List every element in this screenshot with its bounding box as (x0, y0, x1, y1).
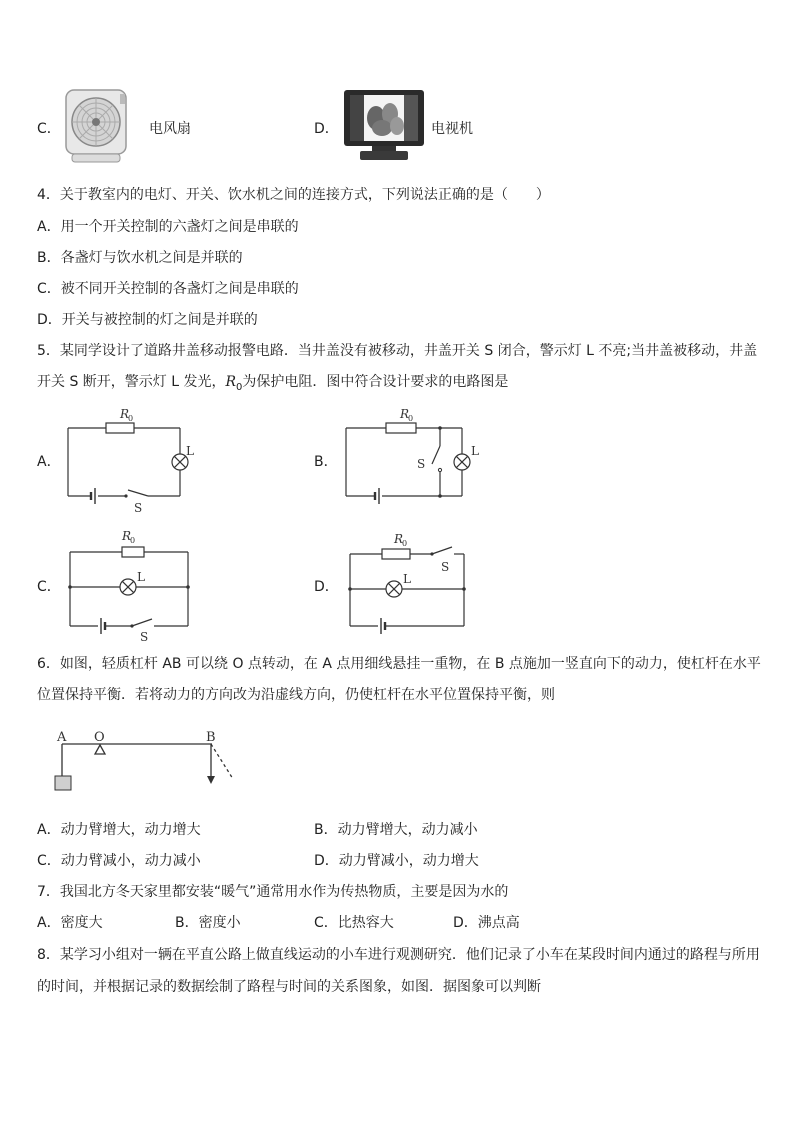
svg-text:0: 0 (130, 536, 136, 545)
svg-text:R: R (120, 407, 130, 421)
svg-text:L: L (186, 444, 194, 458)
svg-text:0: 0 (402, 539, 408, 548)
q4-option-d: D．开关与被控制的灯之间是并联的 (37, 312, 258, 328)
circuit-c-label: C． (37, 579, 61, 595)
svg-text:S: S (441, 560, 450, 574)
q4-option-b: B．各盏灯与饮水机之间是并联的 (37, 250, 243, 266)
q4-stem: 4．关于教室内的电灯、开关、饮水机之间的连接方式，下列说法正确的是（ ） (37, 187, 550, 203)
q3-option-d-label: 电视机 (431, 121, 473, 137)
lever-diagram (50, 724, 250, 796)
q6-option-c: C．动力臂减小，动力减小 (37, 853, 201, 869)
q6-option-b: B．动力臂增大，动力减小 (314, 822, 478, 838)
q3-option-c-letter: C． (37, 121, 61, 137)
q6-option-a: A．动力臂增大，动力增大 (37, 822, 201, 838)
svg-text:A: A (57, 730, 67, 745)
q7-option-d: D．沸点高 (453, 915, 520, 931)
svg-text:S: S (140, 630, 149, 644)
q3-option-c-label: 电风扇 (149, 121, 191, 137)
q6-stem-line2: 位置保持平衡．若将动力的方向改为沿虚线方向，仍使杠杆在水平位置保持平衡，则 (37, 687, 555, 703)
svg-text:S: S (134, 501, 143, 515)
circuit-b-diagram (338, 402, 488, 517)
svg-text:R: R (122, 529, 132, 543)
q3-option-d-letter: D． (314, 121, 339, 137)
svg-text:L: L (403, 572, 411, 586)
q4-option-a: A．用一个开关控制的六盏灯之间是串联的 (37, 219, 299, 235)
svg-text:0: 0 (128, 414, 134, 423)
q7-option-b: B．密度小 (175, 915, 241, 931)
circuit-d-label: D． (314, 579, 339, 595)
svg-text:0: 0 (408, 414, 414, 423)
q8-stem-line2: 的时间，并根据记录的数据绘制了路程与时间的关系图象，如图．据图象可以判断 (37, 979, 541, 995)
q5-stem-line1: 5．某同学设计了道路井盖移动报警电路．当井盖没有被移动，井盖开关 S 闭合，警示灯 L 不亮;当井盖被移动，井盖 (37, 343, 758, 359)
svg-text:B: B (206, 730, 216, 745)
svg-text:R: R (394, 532, 404, 546)
circuit-d-diagram (340, 525, 480, 645)
q8-stem-line1: 8．某学习小组对一辆在平直公路上做直线运动的小车进行观测研究．他们记录了小车在某段时间内通过的路程与所用 (37, 947, 760, 963)
q7-option-c: C．比热容大 (314, 915, 394, 931)
circuit-b-label: B． (314, 454, 338, 470)
q4-option-c: C．被不同开关控制的各盏灯之间是串联的 (37, 281, 299, 297)
svg-text:S: S (417, 457, 426, 471)
circuit-a-label: A． (37, 454, 61, 470)
q7-option-a: A．密度大 (37, 915, 103, 931)
svg-text:L: L (137, 570, 145, 584)
svg-text:R: R (400, 407, 410, 421)
circuit-a-diagram (60, 402, 200, 517)
svg-text:L: L (471, 444, 479, 458)
q6-stem-line1: 6．如图，轻质杠杆 AB 可以绕 O 点转动，在 A 点用细线悬挂一重物，在 B 点施加一竖直向下的动力，使杠杆在水平 (37, 656, 761, 672)
television-image (342, 88, 426, 164)
q7-stem: 7．我国北方冬天家里都安装“暖气”通常用水作为传热物质，主要是因为水的 (37, 884, 509, 900)
circuit-c-diagram (60, 525, 205, 645)
q6-option-d: D．动力臂减小，动力增大 (314, 853, 479, 869)
electric-fan-image (60, 86, 132, 164)
svg-text:O: O (94, 730, 105, 745)
q5-stem-line2: 开关 S 断开，警示灯 L 发光，$R_0$为保护电阻．图中符合设计要求的电路图是 (37, 374, 509, 393)
